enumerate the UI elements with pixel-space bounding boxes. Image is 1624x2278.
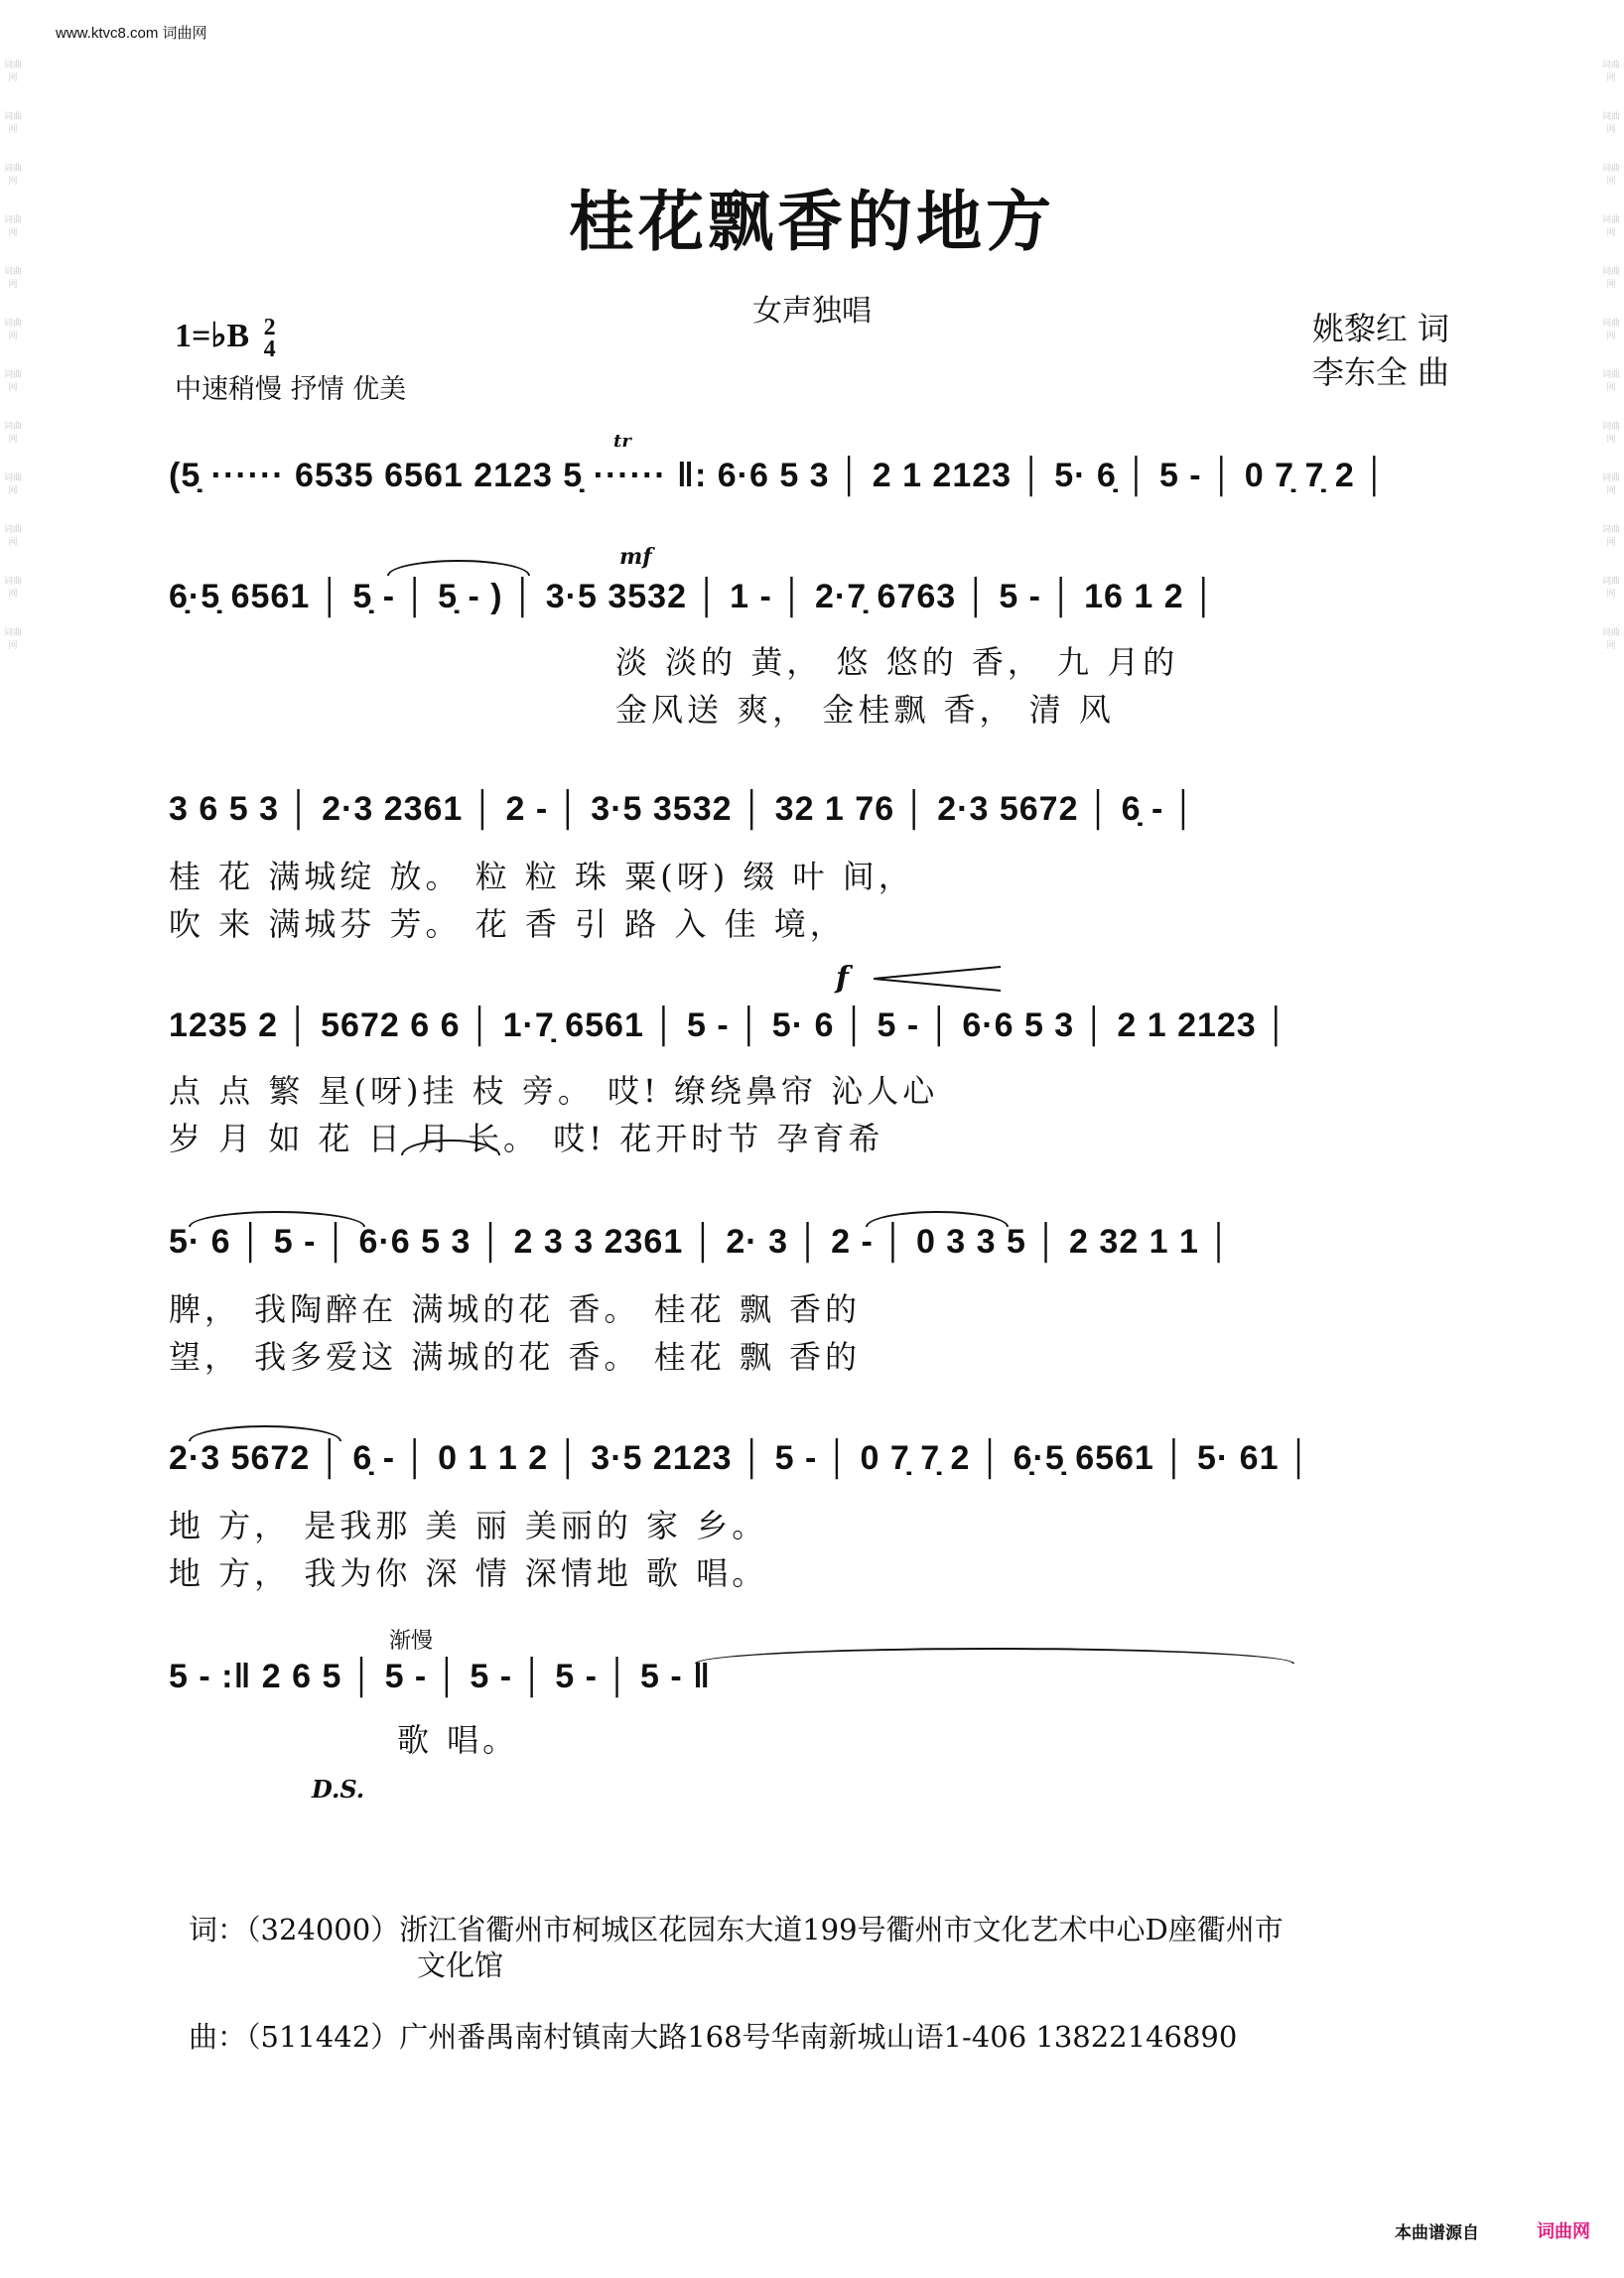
watermark-left: 词曲网 词曲网 词曲网 词曲网 词曲网 词曲网 词曲网 词曲网 词曲网 词曲网 词曲网 词曲网 [4, 61, 23, 651]
footer-brand-link[interactable]: 词曲网 [1537, 2221, 1590, 2242]
song-subtitle: 女声独唱 [752, 294, 872, 329]
lyrics-line-2a: 淡 淡的 黄， 悠 悠的 香， 九 月的 [615, 643, 1179, 681]
notation-line-2: 6̣·5̣ 6561 │ 5̣ - │ 5̣ - ) │ 3·5 3532 │ 1 - │ 2·7̣ 6763 │ 5 - │ 16 1 2 │ [169, 578, 1217, 615]
ritardando-mark: 渐慢 [389, 1629, 434, 1654]
composer-credit: 李东全 曲 [1311, 353, 1449, 391]
tempo-marking: 中速稍慢 抒情 优美 [175, 374, 407, 405]
crescendo-hairpin [874, 965, 1003, 993]
lyrics-line-3b: 吹 来 满城芬 芳。 花 香 引 路 入 佳 境， [169, 905, 846, 943]
dynamic-mf: mf [619, 544, 652, 570]
source-note: 本曲谱源自 [1395, 2223, 1479, 2243]
slur [866, 1211, 1009, 1227]
time-signature: 2 4 [263, 315, 276, 363]
slur [189, 1425, 341, 1441]
site-header[interactable]: www.ktvc8.com 词曲网 [56, 25, 207, 42]
song-title: 桂花飘香的地方 [569, 183, 1055, 260]
lyrics-line-6b: 地 方， 我为你 深 情 深情地 歌 唱。 [169, 1554, 768, 1592]
lyrics-line-7a: 歌 唱。 [397, 1721, 519, 1759]
key-signature: 1=♭B 2 4 [175, 315, 276, 363]
lyricist-address-cont: 文化馆 [417, 1948, 504, 1982]
slur [189, 1211, 365, 1227]
lyrics-line-4a: 点 点 繁 星(呀)挂 枝 旁。 哎! 缭绕鼻帘 沁人心 [169, 1072, 939, 1110]
lyricist-credit: 姚黎红 词 [1311, 310, 1449, 347]
notation-line-6: 2·3 5672 │ 6̣ - │ 0 1 1 2 │ 3·5 2123 │ 5 - │ 0 7̣ 7̣ 2 │ 6̣·5̣ 6561 │ 5· 61 │ [169, 1439, 1312, 1477]
slur [387, 560, 530, 576]
notation-line-7: 5 - :‖ 2 6 5 │ 5 - │ 5 - │ 5 - │ 5 - ‖ [169, 1658, 712, 1695]
lyricist-address: 词：（324000）浙江省衢州市柯城区花园东大道199号衢州市文化艺术中心D座衢州市 [189, 1913, 1284, 1946]
lyrics-line-5b: 望， 我多爱这 满城的花 香。 桂花 飘 香的 [169, 1338, 862, 1376]
lyrics-line-4b: 岁 月 如 花 日 月 长。 哎! 花开时节 孕育希 [169, 1120, 884, 1157]
dal-segno-mark: D.S. [312, 1775, 365, 1804]
lyrics-line-5a: 脾， 我陶醉在 满城的花 香。 桂花 飘 香的 [169, 1290, 862, 1328]
slur [695, 1648, 1294, 1664]
notation-line-5: 5· 6 │ 5 - │ 6·6 5 3 │ 2 3 3 2361 │ 2· 3 │ 2 - │ 0 3 3 5 │ 2 32 1 1 │ [169, 1223, 1232, 1261]
dynamic-f: f [836, 961, 849, 996]
lyrics-line-2b: 金风送 爽， 金桂飘 香， 清 风 [615, 691, 1115, 729]
notation-line-4: 1235 2 │ 5672 6 6 │ 1·7̣ 6561 │ 5 - │ 5· 6 │ 5 - │ 6·6 5 3 │ 2 1 2123 │ [169, 1006, 1289, 1044]
lyrics-line-6a: 地 方， 是我那 美 丽 美丽的 家 乡。 [169, 1507, 768, 1544]
trill-mark: tr [613, 431, 631, 452]
notation-line-3: 3 6 5 3 │ 2·3 2361 │ 2 - │ 3·5 3532 │ 32 1 76 │ 2·3 5672 │ 6̣ - │ [169, 790, 1196, 828]
composer-address: 曲：（511442）广州番禺南村镇南大路168号华南新城山语1-406 13822146890 [189, 2020, 1238, 2054]
watermark-right: 词曲网 词曲网 词曲网 词曲网 词曲网 词曲网 词曲网 词曲网 词曲网 词曲网 词曲网 词曲网 [1602, 61, 1621, 651]
lyrics-line-3a: 桂 花 满城绽 放。 粒 粒 珠 粟(呀) 缀 叶 间， [169, 858, 914, 895]
notation-line-1: (5̣ ······ 6535 6561 2123 5̣ ······ ‖: 6·6 5 3 │ 2 1 2123 │ 5· 6̣ │ 5 - │ 0 7̣ 7̣ 2 │ [169, 457, 1388, 494]
